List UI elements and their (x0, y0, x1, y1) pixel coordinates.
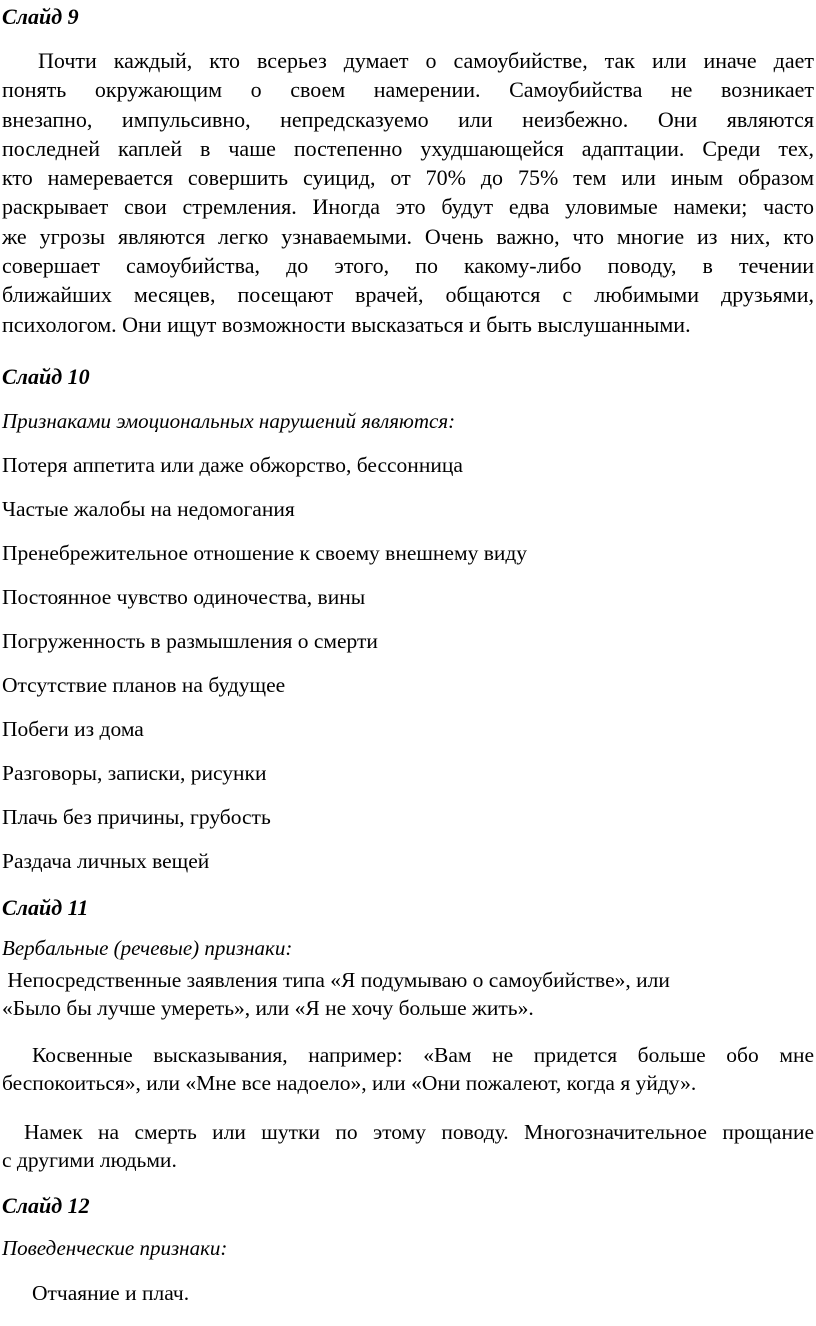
list-item: Раздача личных вещей (2, 849, 210, 873)
list-item: Погруженность в размышления о смерти (2, 629, 378, 653)
paragraph-line: же угрозы являются легко узнаваемыми. Очень важно, что многие из них, кто (2, 223, 814, 249)
paragraph-line: Непосредственные заявления типа «Я подумываю о самоубийстве», или (2, 968, 670, 992)
paragraph-line: «Было бы лучше умереть», или «Я не хочу больше жить». (2, 996, 534, 1020)
slide-10-subtitle: Признаками эмоциональных нарушений являются: (2, 409, 456, 433)
list-item: Разговоры, записки, рисунки (2, 761, 267, 785)
list-item: Частые жалобы на недомогания (2, 497, 295, 521)
paragraph-line: последней каплей в чаше постепенно ухудшающейся адаптации. Среди тех, (2, 135, 814, 161)
paragraph-line: совершает самоубийства, до этого, по какому-либо поводу, в течении (2, 253, 814, 279)
slide-11-subtitle: Вербальные (речевые) признаки: (2, 936, 293, 960)
list-item: Отчаяние и плач. (32, 1281, 190, 1305)
list-item: Отсутствие планов на будущее (2, 673, 286, 697)
list-item: Постоянное чувство одиночества, вины (2, 585, 366, 609)
paragraph-line: Косвенные высказывания, например: «Вам не придется больше обо мне (32, 1043, 814, 1067)
paragraph-line: понять окружающим о своем намерении. Самоубийства не возникает (2, 77, 814, 103)
slide-12-heading: Слайд 12 (2, 1193, 90, 1218)
slide-11-hints (2, 1118, 814, 1174)
paragraph-line: беспокоиться», или «Мне все надоело», или «Они пожалеют, когда я уйду». (2, 1071, 697, 1095)
paragraph-line: Намек на смерть или шутки по этому поводу. Многозначительное прощание (24, 1120, 814, 1144)
paragraph-line: с другими людьми. (2, 1148, 177, 1172)
paragraph-line: раскрывает свои стремления. Иногда это будут едва уловимые намеки; часто (2, 194, 814, 220)
paragraph-line: Почти каждый, кто всерьез думает о самоубийстве, так или иначе дает (38, 48, 814, 73)
slide-11-indirect-statements (2, 1041, 814, 1097)
slide-10-heading: Слайд 10 (2, 364, 90, 389)
list-item: Потеря аппетита или даже обжорство, бессонница (2, 453, 463, 477)
paragraph-line: внезапно, импульсивно, непредсказуемо или неизбежно. Они являются (2, 106, 814, 132)
paragraph-line: кто намеревается совершить суицид, от 70% до 75% тем или иным образом (2, 165, 814, 191)
list-item: Плачь без причины, грубость (2, 805, 271, 829)
list-item: Пренебрежительное отношение к своему внешнему виду (2, 541, 528, 565)
paragraph-line: психологом. Они ищут возможности высказаться и быть выслушанными. (2, 311, 691, 337)
slide-9-heading: Слайд 9 (2, 4, 79, 29)
slide-11-heading: Слайд 11 (2, 895, 89, 920)
paragraph-line: ближайших месяцев, посещают врачей, общаются с любимыми друзьями, (2, 282, 814, 308)
slide-12-subtitle: Поведенческие признаки: (2, 1236, 228, 1260)
slide-9-paragraph (2, 46, 814, 339)
list-item: Побеги из дома (2, 717, 144, 741)
slide-11-direct-statements (2, 966, 814, 1022)
